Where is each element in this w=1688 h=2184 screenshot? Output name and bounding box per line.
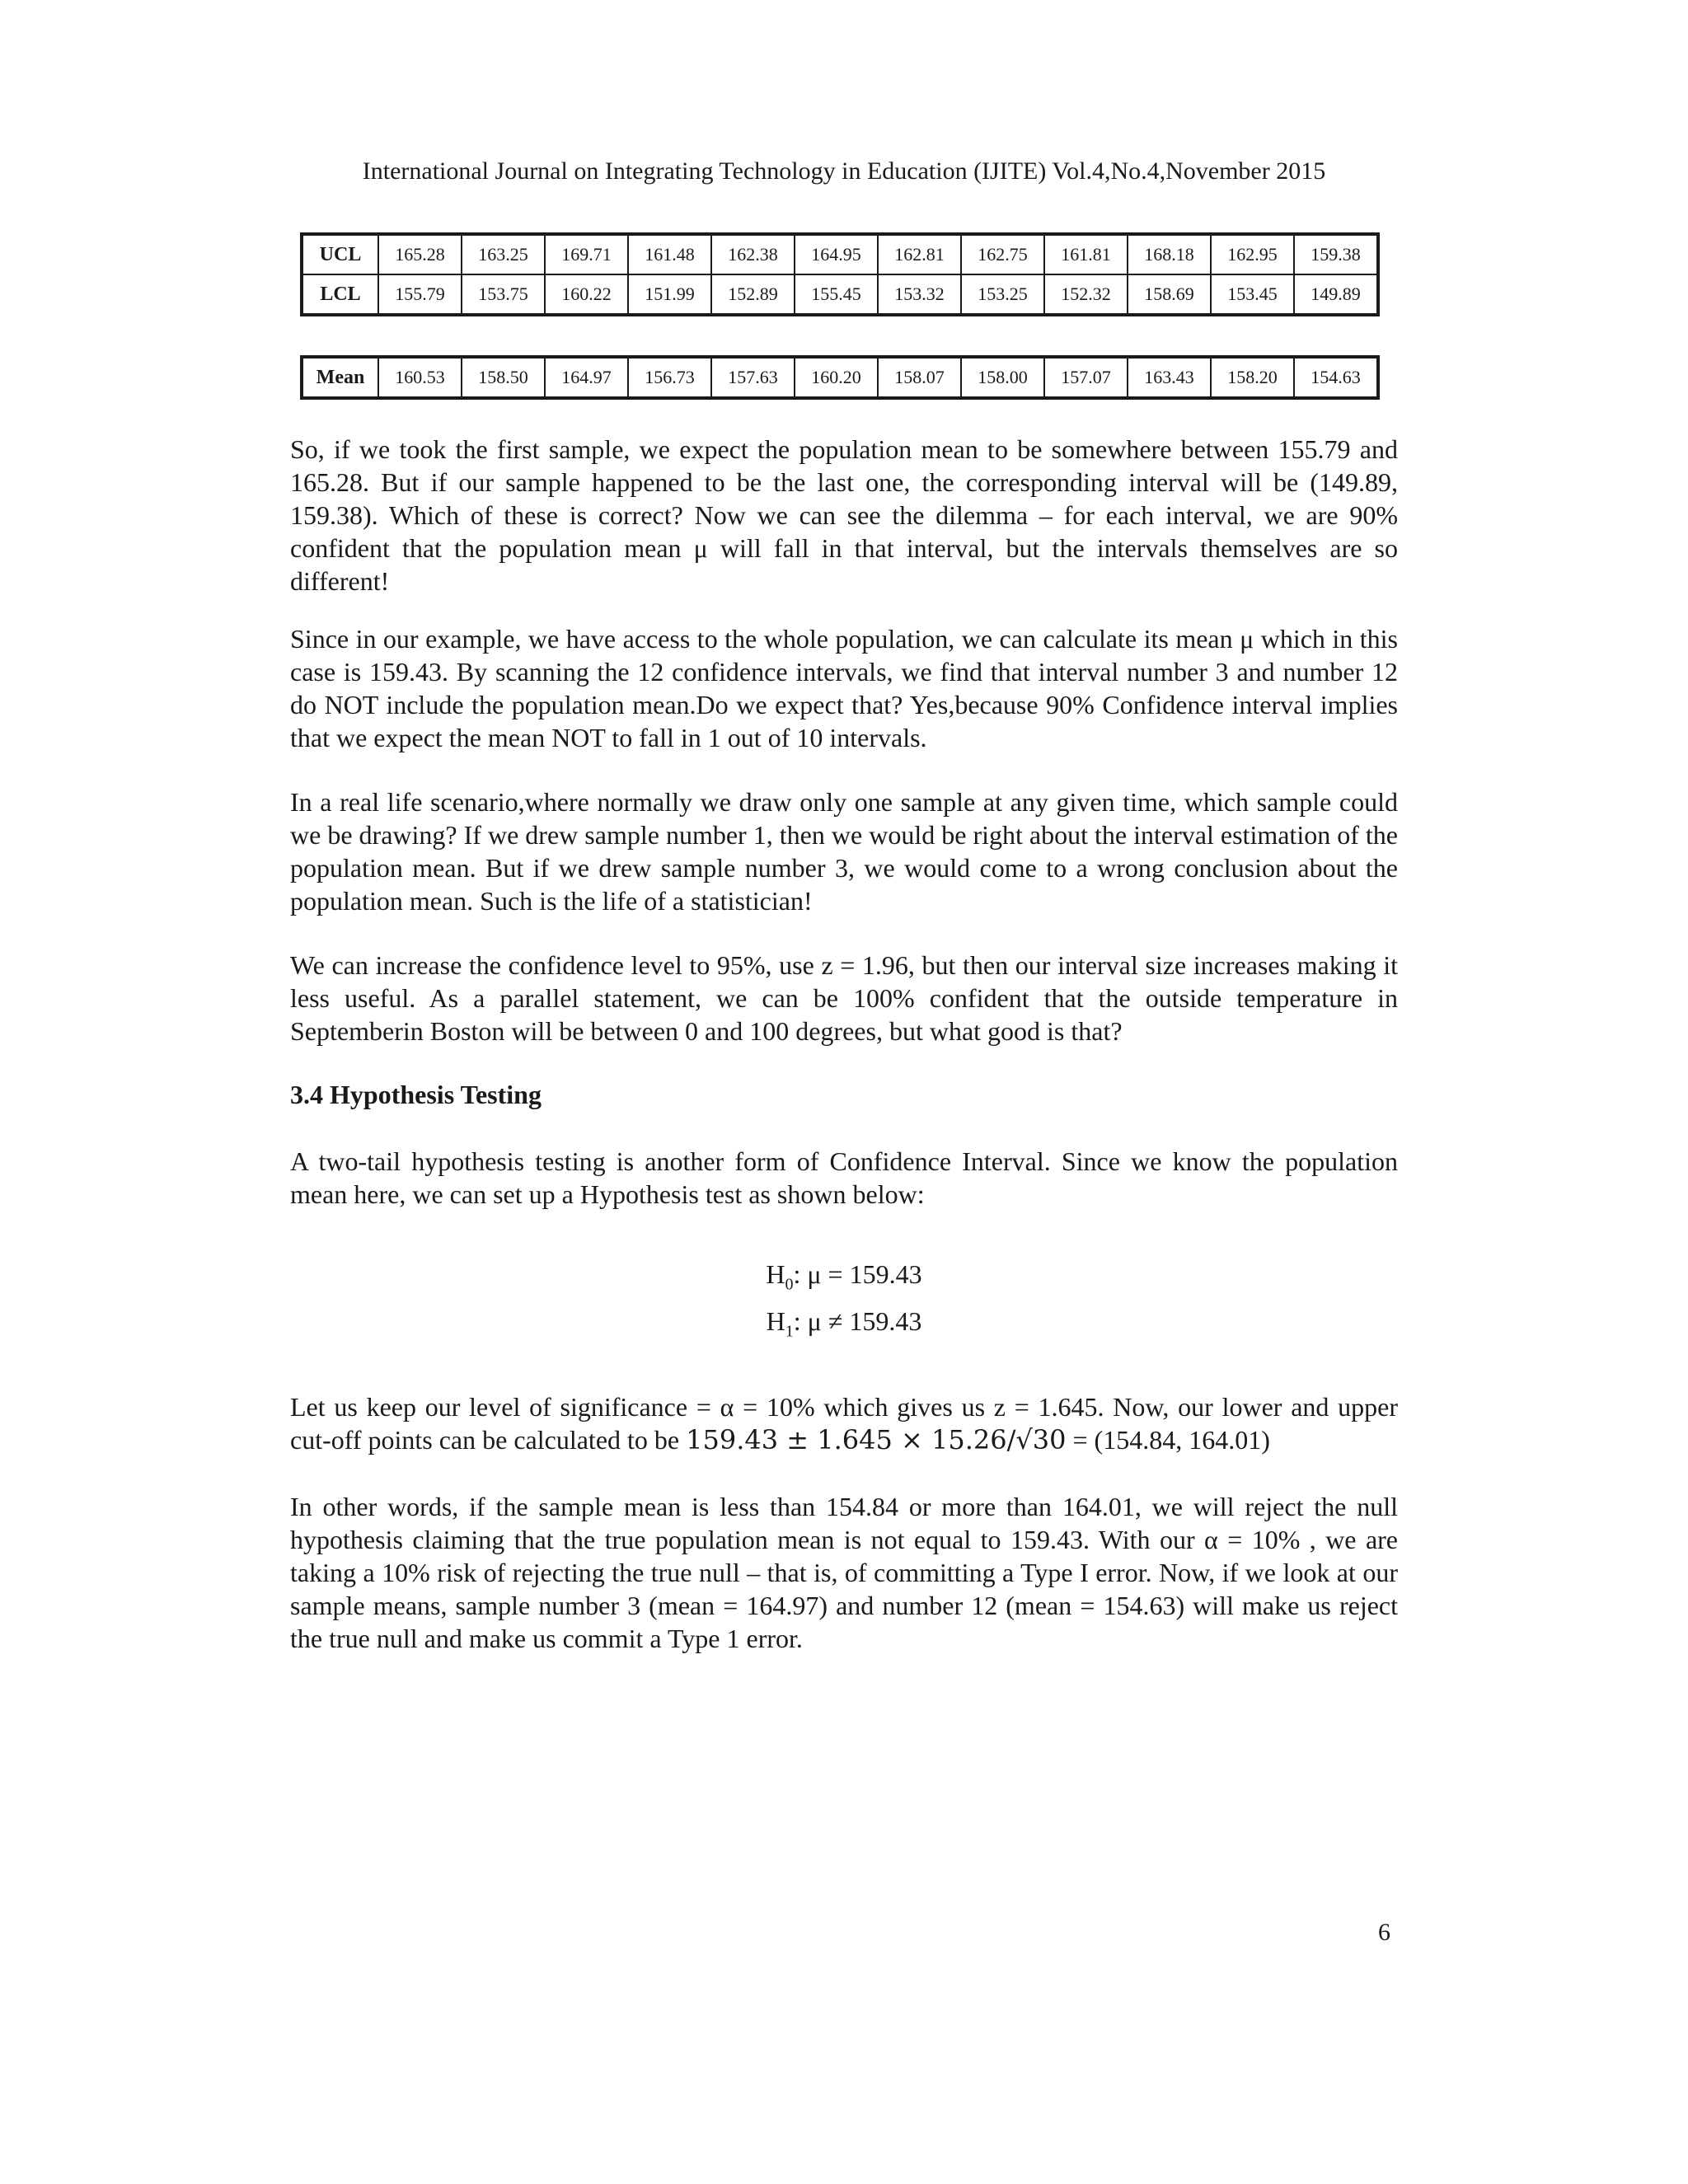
table-cell: 165.28 (378, 234, 462, 274)
h0-subscript: 0 (785, 1275, 794, 1294)
table-cell: 162.38 (711, 234, 795, 274)
table-cell: 149.89 (1294, 274, 1378, 315)
paragraph-two-tail (290, 1145, 1398, 1211)
cutoff-result: = (154.84, 164.01) (1066, 1425, 1270, 1455)
page-number: 6 (1378, 1919, 1390, 1946)
paragraph-text: Since in our example, we have access to the whole population, we can calculate its mean μ which in this case is 159.43. By scanning the 12 confidence intervals, we find that interval number 3 and number 12 do NOT include the population mean.Do we expect that? Yes,because 90% Confidence interval implies that we expect the mean NOT to fall in 1 out of 10 intervals. (290, 624, 1398, 752)
table-cell: 163.25 (462, 234, 545, 274)
paragraph-text: In a real life scenario,where normally we draw only one sample at any given time, which sample could we be drawing? If we drew sample number 1, then we would be right about the interval estimation of the population mean. But if we drew sample number 3, we would come to a wrong conclusion about the population mean. Such is the life of a statistician! (290, 787, 1398, 916)
table-cell: 155.45 (795, 274, 878, 315)
table-cell: 153.32 (878, 274, 961, 315)
table-cell: 164.97 (545, 357, 628, 398)
row-label: UCL (302, 234, 378, 274)
table-row (302, 234, 1378, 274)
table-cell: 158.07 (878, 357, 961, 398)
table-cell: 160.53 (378, 357, 462, 398)
table-cell: 157.63 (711, 357, 795, 398)
table-cell: 158.50 (462, 357, 545, 398)
table-cell: 158.00 (961, 357, 1044, 398)
paragraph-text: A two-tail hypothesis testing is another form of Confidence Interval. Since we know the population mean here, we can set up a Hypothesis test as shown below: (290, 1146, 1398, 1209)
table-cell: 153.75 (462, 274, 545, 315)
table-cell: 160.20 (795, 357, 878, 398)
h0-letter: H (766, 1259, 785, 1289)
table-cell: 158.69 (1128, 274, 1211, 315)
table-cell: 161.81 (1044, 234, 1128, 274)
table-cell: 162.75 (961, 234, 1044, 274)
table-cell: 159.38 (1294, 234, 1378, 274)
table-cell: 156.73 (628, 357, 711, 398)
table-cell: 151.99 (628, 274, 711, 315)
table-cell: 154.63 (1294, 357, 1378, 398)
confidence-interval-table (300, 232, 1380, 316)
table-cell: 168.18 (1128, 234, 1211, 274)
row-label: Mean (302, 357, 378, 398)
h1-statement: : μ ≠ 159.43 (793, 1306, 922, 1336)
table-cell: 169.71 (545, 234, 628, 274)
paragraph-text: In other words, if the sample mean is less than 154.84 or more than 164.01, we will reject the null hypothesis claiming that the true population mean is not equal to 159.43. With our α = 10% , we are taking a 10% risk of rejecting the true null – that is, of committing a Type I error. Now, if we look at our sample means, sample number 3 (mean = 164.97) and number 12 (mean = 154.63) will make us reject the true null and make us commit a Type 1 error. (290, 1492, 1399, 1653)
alternative-hypothesis (0, 1306, 1688, 1341)
table-cell: 152.89 (711, 274, 795, 315)
paragraph-text: We can increase the confidence level to 95%, use z = 1.96, but then our interval size increases making it less useful. As a parallel statement, we can be 100% confident that the outside temperature in Septemberin Boston will be between 0 and 100 degrees, but what good is that? (290, 950, 1398, 1046)
paragraph-dilemma (290, 433, 1398, 598)
h1-letter: H (766, 1306, 785, 1336)
sample-mean-table-body (302, 357, 1378, 398)
null-hypothesis (0, 1259, 1688, 1294)
section-heading: 3.4 Hypothesis Testing (290, 1080, 542, 1109)
row-label: LCL (302, 274, 378, 315)
table-cell: 152.32 (1044, 274, 1128, 315)
table-cell: 160.22 (545, 274, 628, 315)
paragraph-confidence-level (290, 949, 1398, 1047)
table-cell: 158.20 (1211, 357, 1294, 398)
h1-subscript: 1 (785, 1322, 794, 1341)
table-cell: 164.95 (795, 234, 878, 274)
sample-mean-table (300, 355, 1380, 400)
table-cell: 162.95 (1211, 234, 1294, 274)
table-cell: 153.45 (1211, 274, 1294, 315)
significance-text: Let us keep our level of significance = α = 10% which gives us z = 1.645. Now, our lower and upper cut-off points can be calculated to be (290, 1392, 1398, 1455)
table-cell: 157.07 (1044, 357, 1128, 398)
h0-statement: : μ = 159.43 (793, 1259, 922, 1289)
confidence-interval-table-body (302, 234, 1378, 315)
table-cell: 153.25 (961, 274, 1044, 315)
table-cell: 162.81 (878, 234, 961, 274)
journal-header: International Journal on Integrating Technology in Education (IJITE) Vol.4,No.4,November 2015 (362, 157, 1326, 185)
paragraph-population-mean (290, 622, 1398, 754)
paragraph-real-life (290, 785, 1398, 917)
paragraph-text: So, if we took the first sample, we expect the population mean to be somewhere between 155.79 and 165.28. But if our sample happened to be the last one, the corresponding interval will be (149.89, 159.38). Which of these is correct? Now we can see the dilemma – for each interval, we are 90% confident that the population mean μ will fall in that interval, but the intervals themselves are so different! (290, 434, 1398, 596)
paragraph-conclusion (290, 1490, 1398, 1655)
paragraph-significance (290, 1390, 1398, 1456)
paragraph-text (290, 1390, 1398, 1456)
cutoff-formula: 159.43 ± 1.645 × 15.26/√30 (686, 1424, 1067, 1455)
table-row (302, 274, 1378, 315)
table-cell: 163.43 (1128, 357, 1211, 398)
table-row (302, 357, 1378, 398)
table-cell: 161.48 (628, 234, 711, 274)
table-cell: 155.79 (378, 274, 462, 315)
